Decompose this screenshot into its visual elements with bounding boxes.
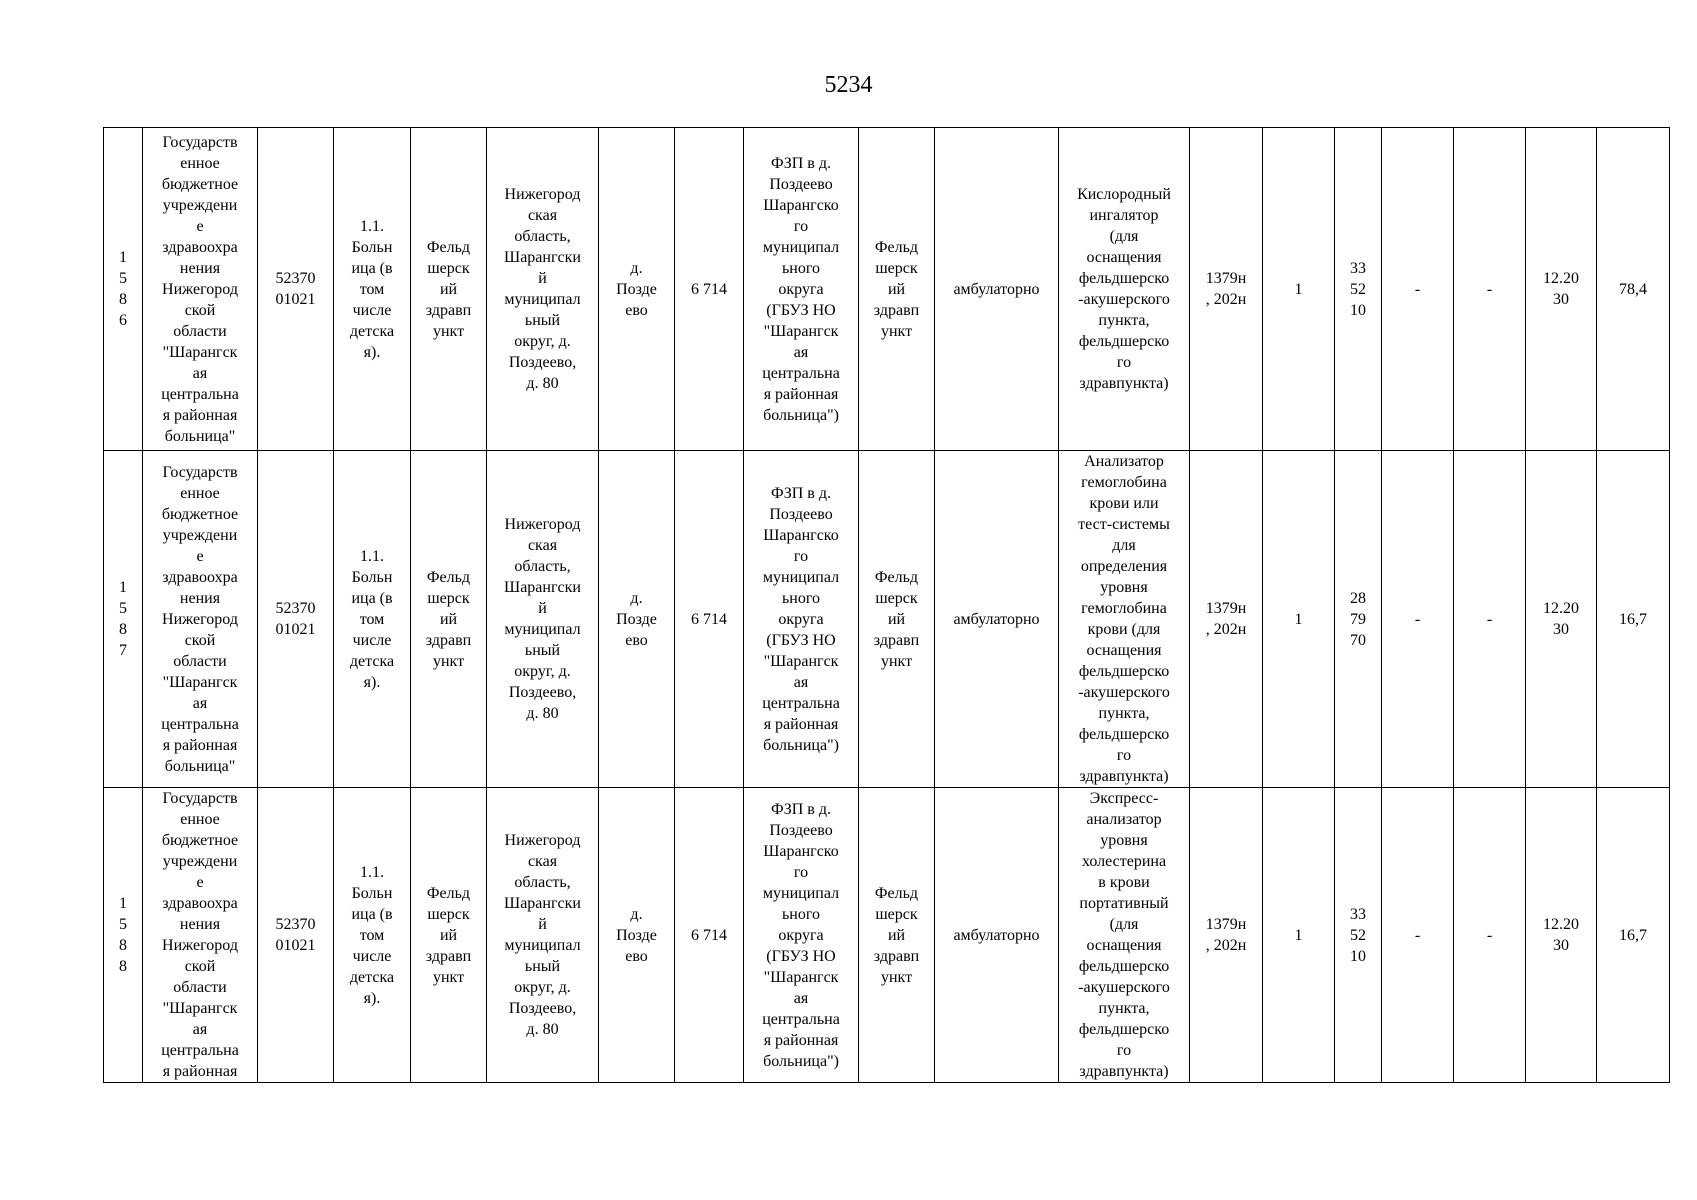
- dash-cell: -: [1382, 788, 1454, 1083]
- address-cell: Нижегород ская область, Шарангски й муниципал ьный округ, д. Поздеево, д. 80: [487, 451, 599, 788]
- address-cell: Нижегород ская область, Шарангски й муниципал ьный округ, д. Поздеево, д. 80: [487, 788, 599, 1083]
- facility-type-cell: 1.1. Больн ица (в том числе детска я).: [334, 128, 411, 451]
- date-cell: 12.20 30: [1526, 788, 1597, 1083]
- order-cell: 1379н , 202н: [1190, 788, 1263, 1083]
- dash-cell: -: [1454, 451, 1526, 788]
- subunit-cell: Фельд шерск ий здравп ункт: [859, 788, 935, 1083]
- organization-cell: Государств енное бюджетное учреждени е здравоохра нения Нижегород ской области "Шарангск ая центральна я районная больница": [143, 451, 258, 788]
- dash-cell: -: [1454, 128, 1526, 451]
- subunit-cell: Фельд шерск ий здравп ункт: [859, 128, 935, 451]
- equipment-cell: Кислородный ингалятор (для оснащения фельдшерско -акушерского пункта, фельдшерско го здравпункта): [1059, 128, 1190, 451]
- row-number-cell: 1 5 8 7: [104, 451, 143, 788]
- table-row: [104, 128, 1670, 451]
- code-cell: 52370 01021: [258, 451, 334, 788]
- care-type-cell: амбулаторно: [935, 788, 1059, 1083]
- population-cell: 6 714: [675, 451, 744, 788]
- locality-cell: д. Позде ево: [599, 788, 675, 1083]
- dash-cell: -: [1454, 788, 1526, 1083]
- facility-cell: ФЗП в д. Поздеево Шарангско го муниципал ьного округа (ГБУЗ НО "Шарангск ая центральна я районная больница"): [744, 451, 859, 788]
- value-cell: 78,4: [1597, 128, 1670, 451]
- locality-cell: д. Позде ево: [599, 451, 675, 788]
- facility-cell: ФЗП в д. Поздеево Шарангско го муниципал ьного округа (ГБУЗ НО "Шарангск ая центральна я районная больница"): [744, 788, 859, 1083]
- order-cell: 1379н , 202н: [1190, 128, 1263, 451]
- row-number-cell: 1 5 8 6: [104, 128, 143, 451]
- value-cell: 16,7: [1597, 451, 1670, 788]
- unit-cell: Фельд шерск ий здравп ункт: [411, 128, 487, 451]
- row-number-cell: 1 5 8 8: [104, 788, 143, 1083]
- okpd-cell: 33 52 10: [1335, 128, 1382, 451]
- value-cell: 16,7: [1597, 788, 1670, 1083]
- code-cell: 52370 01021: [258, 128, 334, 451]
- facility-type-cell: 1.1. Больн ица (в том числе детска я).: [334, 788, 411, 1083]
- okpd-cell: 28 79 70: [1335, 451, 1382, 788]
- unit-cell: Фельд шерск ий здравп ункт: [411, 788, 487, 1083]
- address-cell: Нижегород ская область, Шарангски й муниципал ьный округ, д. Поздеево, д. 80: [487, 128, 599, 451]
- care-type-cell: амбулаторно: [935, 128, 1059, 451]
- date-cell: 12.20 30: [1526, 128, 1597, 451]
- unit-cell: Фельд шерск ий здравп ункт: [411, 451, 487, 788]
- equipment-cell: Анализатор гемоглобина крови или тест-системы для определения уровня гемоглобина крови (для оснащения фельдшерско -акушерского пункта, фельдшерско го здравпункта): [1059, 451, 1190, 788]
- subunit-cell: Фельд шерск ий здравп ункт: [859, 451, 935, 788]
- code-cell: 52370 01021: [258, 788, 334, 1083]
- table-row: [104, 451, 1670, 788]
- dash-cell: -: [1382, 451, 1454, 788]
- facility-type-cell: 1.1. Больн ица (в том числе детска я).: [334, 451, 411, 788]
- register-table: [103, 127, 1670, 1083]
- equipment-cell: Экспресс- анализатор уровня холестерина в крови портативный (для оснащения фельдшерско -акушерского пункта, фельдшерско го здравпункта): [1059, 788, 1190, 1083]
- care-type-cell: амбулаторно: [935, 451, 1059, 788]
- page-number: 5234: [824, 72, 873, 98]
- okpd-cell: 33 52 10: [1335, 788, 1382, 1083]
- table-row: [104, 788, 1670, 1083]
- dash-cell: -: [1382, 128, 1454, 451]
- population-cell: 6 714: [675, 128, 744, 451]
- quantity-cell: 1: [1263, 451, 1335, 788]
- quantity-cell: 1: [1263, 128, 1335, 451]
- date-cell: 12.20 30: [1526, 451, 1597, 788]
- organization-cell: Государств енное бюджетное учреждени е здравоохра нения Нижегород ской области "Шарангск ая центральна я районная: [143, 788, 258, 1083]
- locality-cell: д. Позде ево: [599, 128, 675, 451]
- organization-cell: Государств енное бюджетное учреждени е здравоохра нения Нижегород ской области "Шарангск ая центральна я районная больница": [143, 128, 258, 451]
- population-cell: 6 714: [675, 788, 744, 1083]
- quantity-cell: 1: [1263, 788, 1335, 1083]
- facility-cell: ФЗП в д. Поздеево Шарангско го муниципал ьного округа (ГБУЗ НО "Шарангск ая центральна я районная больница"): [744, 128, 859, 451]
- order-cell: 1379н , 202н: [1190, 451, 1263, 788]
